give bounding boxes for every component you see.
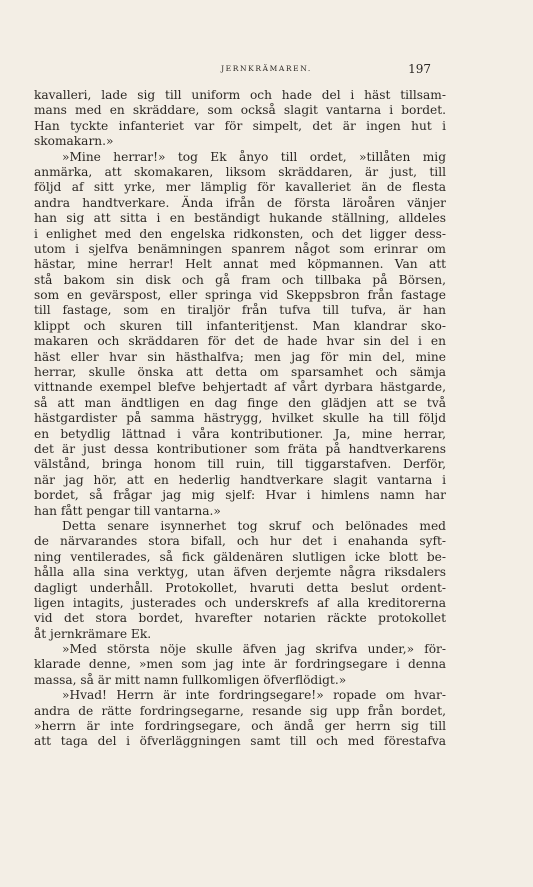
text-line: »Mine herrar!» tog Ek ånyo till ordet, »tillåten mig (62, 149, 446, 164)
text-line: så att man ändtligen en dag finge den glädjen att se två (34, 395, 446, 410)
text-line: ligen intagits, justerades och underskrefs af alla kreditorerna (34, 595, 446, 610)
running-title: JERNKRÄMAREN. (221, 64, 312, 73)
text-line: »Hvad! Herrn är inte fordringsegare!» ropade om hvar- (62, 688, 446, 703)
text-line: mans med en skräddare, som också slagit vantarna i bordet. (34, 103, 446, 118)
text-line: som en gevärspost, eller springa vid Skeppsbron från fastage (34, 288, 446, 303)
text-line: vittnande exempel blefve behjertadt af vårt dyrbara hästgarde, (34, 380, 446, 395)
text-line: skomakarn.» (34, 134, 114, 149)
text-line: andra de rätte fordringsegarne, resande sig upp från bordet, (34, 703, 446, 718)
text-line: bordet, så frågar jag mig sjelf: Hvar i himlens namn har (34, 488, 446, 503)
text-line: en betydlig lättnad i våra kontributioner. Ja, mine herrar, (34, 426, 446, 441)
text-line: hästgardister på samma hästrygg, hvilket skulle ha till följd (34, 411, 446, 426)
page-number: 197 (408, 62, 431, 76)
text-line: »herrn är inte fordringsegare, och ändå ger herrn sig till (34, 719, 446, 734)
text-line: klarade denne, »men som jag inte är fordringsegare i denna (34, 657, 446, 672)
text-line: de närvarandes stora bifall, och hur det i enahanda syft- (34, 534, 446, 549)
text-line: följd af sitt yrke, mer lämplig för kavalleriet än de flesta (34, 180, 446, 195)
text-line: kavalleri, lade sig till uniform och hade del i häst tillsam- (34, 88, 446, 102)
text-line: att taga del i öfverläggningen samt till och med förestafva (34, 734, 446, 749)
text-line: hålla alla sina verktyg, utan äfven derjemte några riksdalers (34, 565, 446, 580)
body-text (34, 88, 446, 750)
text-line: till fastage, som en tiraljör från tufva till tufva, är han (34, 303, 446, 318)
paragraph (34, 688, 446, 750)
text-line: han sig att sitta i en beständigt hukande ställning, alldeles (34, 211, 446, 226)
text-line: Han tyckte infanteriet var för simpelt, det är ingen hut i (34, 118, 446, 133)
text-line: det är just dessa kontributioner som fräta på handtverkarens (34, 441, 446, 456)
text-line: makaren och skräddaren för det de hade hvar sin del i en (34, 334, 446, 349)
text-line: hästar, mine herrar! Helt annat med köpmannen. Van att (34, 257, 446, 272)
text-line: herrar, skulle önska att detta om sparsamhet och sämja (34, 365, 446, 380)
text-line: »Med största nöje skulle äfven jag skrifva under,» för- (62, 642, 446, 657)
paragraph (34, 88, 446, 150)
text-line: Detta senare isynnerhet tog skruf och belönades med (62, 518, 446, 533)
text-line: andra handtverkare. Ända ifrån de första läroåren vänjer (34, 195, 446, 210)
text-line: ning ventilerades, så fick gäldenären slutligen icke blott be- (34, 549, 446, 564)
text-line: välstånd, bringa honom till ruin, till tiggarstafven. Derför, (34, 457, 446, 472)
text-line: utom i sjelfva benämningen spanrem något som erinrar om (34, 241, 446, 256)
text-line: vid det stora bordet, hvarefter notarien räckte protokollet (34, 611, 446, 626)
text-line: stå bakom sin disk och gå fram och tillbaka på Börsen, (34, 272, 446, 287)
running-head (0, 62, 533, 78)
text-line: klippt och skuren till infanteritjenst. Man klandrar sko- (34, 318, 446, 333)
text-line: anmärka, att skomakaren, liksom skräddaren, är just, till (34, 164, 446, 179)
text-line: i enlighet med den engelska ridkonsten, och det ligger dess- (34, 226, 446, 241)
paragraph (34, 519, 446, 642)
text-line: han fått pengar till vantarna.» (34, 503, 221, 518)
text-line: dagligt underhåll. Protokollet, hvaruti detta beslut ordent- (34, 580, 446, 595)
text-line: åt jernkrämare Ek. (34, 626, 152, 641)
paragraph (34, 642, 446, 688)
paragraph (34, 150, 446, 519)
text-line: massa, så är mitt namn fullkomligen öfverflödigt.» (34, 672, 347, 687)
text-line: när jag hör, att en hederlig handtverkare slagit vantarna i (34, 472, 446, 487)
text-line: häst eller hvar sin hästhalfva; men jag för min del, mine (34, 349, 446, 364)
